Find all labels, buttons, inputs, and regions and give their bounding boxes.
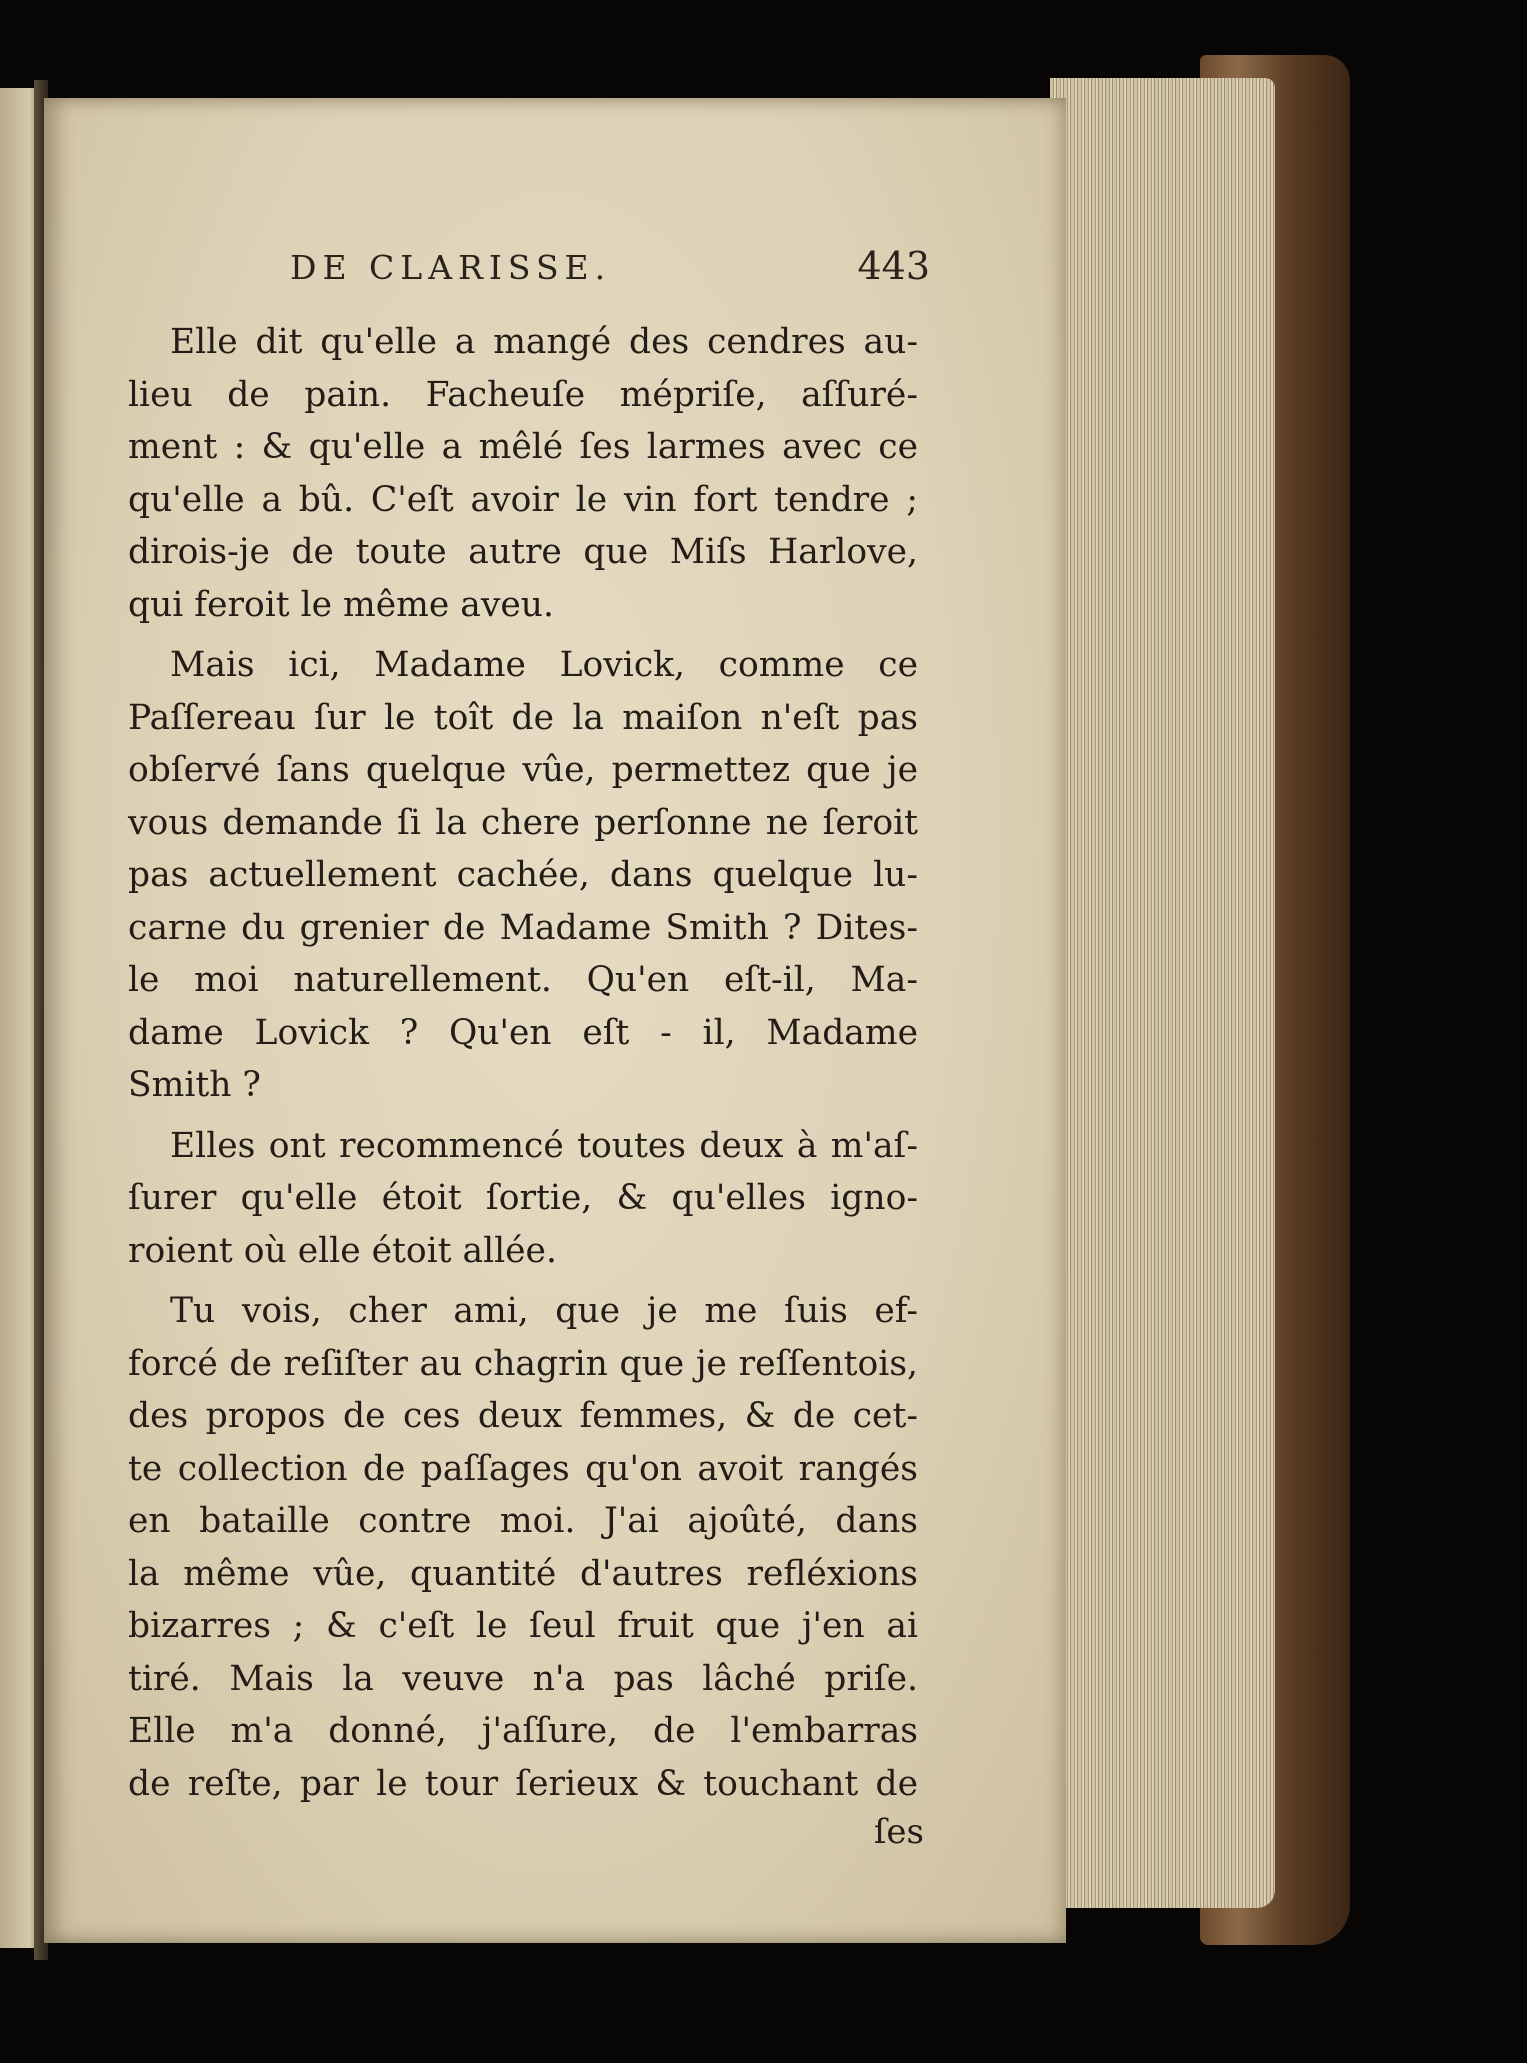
text-line: Elles ont recommencé toutes deux à m'aſ- bbox=[170, 1125, 918, 1166]
text-line: le moi naturellement. Qu'en eſt-il, Ma- bbox=[128, 960, 918, 1000]
text-line: Tu vois, cher ami, que je me ſuis ef- bbox=[170, 1291, 918, 1331]
text-line: ment : & qu'elle a mêlé ſes larmes avec ce bbox=[128, 427, 918, 467]
text-line: roient où elle étoit allée. bbox=[128, 1230, 557, 1271]
page-edges bbox=[1050, 78, 1275, 1908]
paragraph-3 bbox=[128, 1120, 918, 1278]
paragraph-2 bbox=[128, 639, 918, 1112]
text-line: forcé de reſiſter au chagrin que je reſſentois, bbox=[128, 1343, 918, 1384]
text-line: qui feroit le même aveu. bbox=[128, 584, 554, 625]
text-line: qu'elle a bû. C'eſt avoir le vin fort tendre ; bbox=[128, 479, 918, 520]
paragraph-4 bbox=[128, 1285, 918, 1810]
text-line: pas actuellement cachée, dans quelque lu- bbox=[128, 855, 918, 895]
text-line: la même vûe, quantité d'autres refléxions bbox=[128, 1553, 918, 1594]
text-line: en bataille contre moi. J'ai ajoûté, dans bbox=[128, 1501, 918, 1541]
catchword: ſes bbox=[873, 1812, 924, 1852]
text-line: Smith ? bbox=[128, 1065, 261, 1105]
text-line: bizarres ; & c'eſt le ſeul fruit que j'en ai bbox=[128, 1606, 918, 1646]
running-head-title: DE CLARISSE. bbox=[290, 248, 612, 287]
text-line: lieu de pain. Facheuſe mépriſe, aſſuré- bbox=[128, 374, 918, 415]
text-line: Paſſereau ſur le toît de la maiſon n'eſt pas bbox=[128, 697, 918, 738]
text-line: te collection de paſſages qu'on avoit rangés bbox=[128, 1448, 918, 1489]
text-line: Elle m'a donné, j'aſſure, de l'embarras bbox=[128, 1711, 918, 1751]
running-head bbox=[290, 244, 930, 296]
text-line: de reſte, par le tour ſerieux & touchant de bbox=[128, 1763, 918, 1804]
text-line: des propos de ces deux femmes, & de cet- bbox=[128, 1396, 918, 1436]
text-line: tiré. Mais la veuve n'a pas lâché priſe. bbox=[128, 1658, 918, 1699]
text-line: vous demande ſi la chere perſonne ne ſeroit bbox=[128, 802, 918, 843]
text-line: Elle dit qu'elle a mangé des cendres au- bbox=[170, 322, 918, 362]
text-line: Mais ici, Madame Lovick, comme ce bbox=[170, 645, 918, 685]
text-line: dirois-je de toute autre que Miſs Harlove, bbox=[128, 532, 918, 572]
text-line: ſurer qu'elle étoit ſortie, & qu'elles igno- bbox=[128, 1178, 918, 1218]
text-block bbox=[128, 316, 918, 1818]
text-line: carne du grenier de Madame Smith ? Dites- bbox=[128, 907, 918, 948]
paragraph-1 bbox=[128, 316, 918, 631]
page-number: 443 bbox=[857, 244, 930, 288]
text-line: dame Lovick ? Qu'en eſt - il, Madame bbox=[128, 1012, 918, 1053]
text-line: obſervé ſans quelque vûe, permettez que je bbox=[128, 750, 918, 790]
